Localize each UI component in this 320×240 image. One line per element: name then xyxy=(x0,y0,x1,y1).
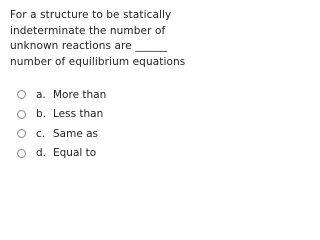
option-label: Same as xyxy=(53,127,99,140)
option-label: Equal to xyxy=(53,147,97,160)
question-card xyxy=(0,0,200,178)
radio-button-a[interactable] xyxy=(17,90,26,99)
option-letter: b. xyxy=(36,108,47,121)
question-line: unknown reactions are ______ xyxy=(10,40,168,52)
question-text xyxy=(10,8,198,70)
option-a[interactable] xyxy=(17,85,187,105)
option-d[interactable] xyxy=(17,144,187,164)
radio-button-c[interactable] xyxy=(17,129,26,138)
option-b[interactable] xyxy=(17,105,187,125)
option-c[interactable] xyxy=(17,124,187,144)
radio-button-d[interactable] xyxy=(17,149,26,158)
option-letter: a. xyxy=(36,88,46,101)
question-line: number of equilibrium equations xyxy=(10,55,186,68)
option-label: More than xyxy=(53,88,107,101)
radio-button-b[interactable] xyxy=(17,110,26,119)
answer-options xyxy=(17,85,187,163)
option-letter: d. xyxy=(36,147,47,160)
question-line: For a structure to be statically xyxy=(10,9,172,21)
question-line: indeterminate the number of xyxy=(10,24,166,37)
option-label: Less than xyxy=(53,108,104,121)
option-letter: c. xyxy=(36,127,46,140)
